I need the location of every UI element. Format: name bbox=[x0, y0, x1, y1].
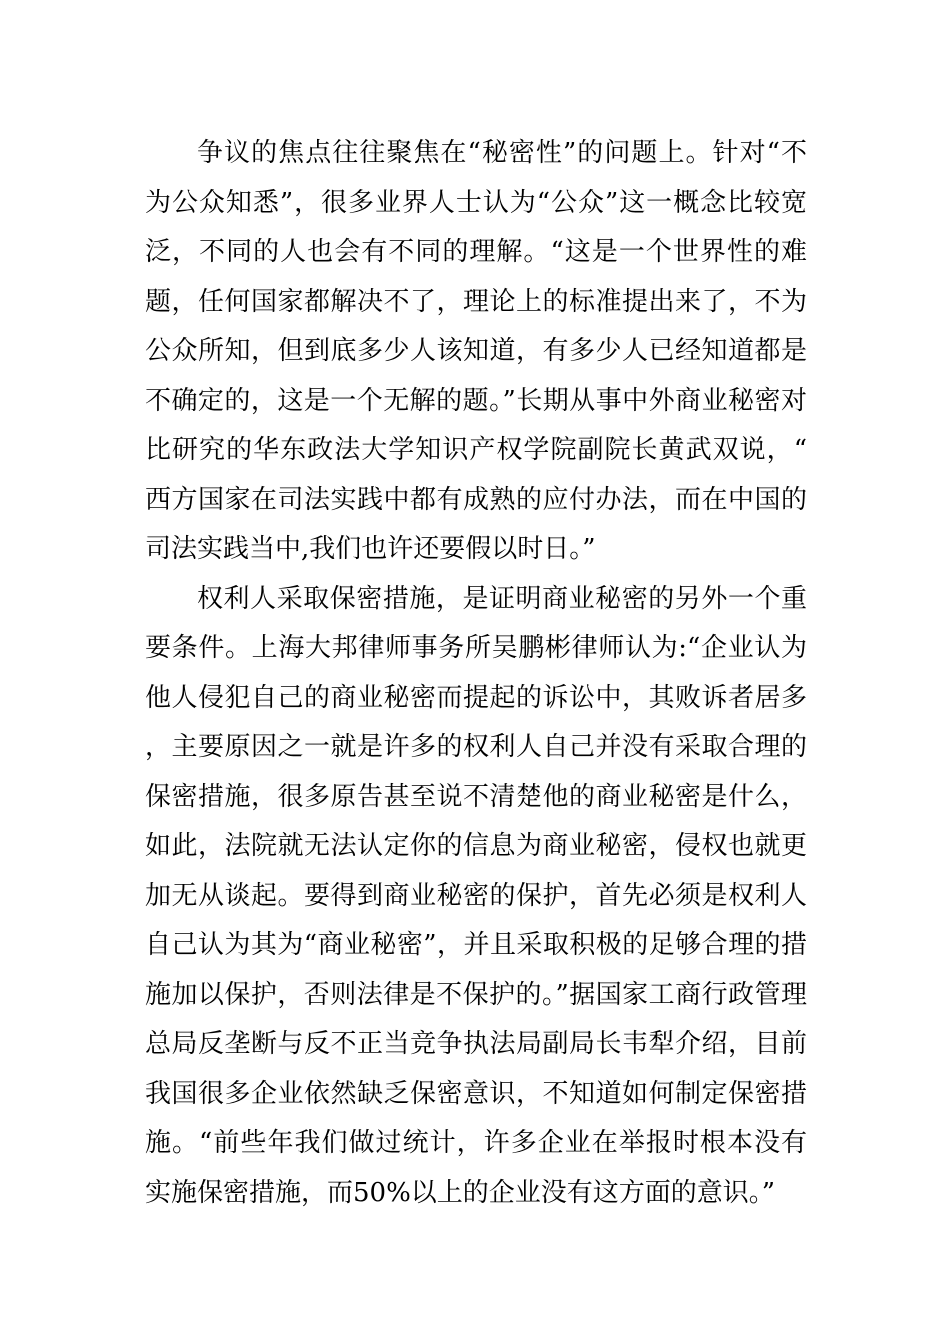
paragraph-trade-secret-confidentiality: 争议的焦点往往聚焦在“秘密性”的问题上。针对“不为公众知悉”，很多业界人士认为“公众”这一概念比较宽泛，不同的人也会有不同的理解。“这是一个世界性的难题，任何国家都解决不了，理论上的标准提出来了，不为公众所知，但到底多少人该知道，有多少人已经知道都是不确定的，这是一个无解的题。”长期从事中外商业秘密对比研究的华东政法大学知识产权学院副院长黄武双说，“西方国家在司法实践中都有成熟的应付办法，而在中国的司法实践当中,我们也许还要假以时日。” bbox=[145, 138, 807, 564]
document-page bbox=[145, 129, 807, 1218]
paragraph-confidentiality-measures: 权利人采取保密措施，是证明商业秘密的另外一个重要条件。上海大邦律师事务所吴鹏彬律师认为:“企业认为他人侵犯自己的商业秘密而提起的诉讼中，其败诉者居多，主要原因之一就是许多的权利人自己并没有采取合理的保密措施，很多原告甚至说不清楚他的商业秘密是什么，如此，法院就无法认定你的信息为商业秘密，侵权也就更加无从谈起。要得到商业秘密的保护，首先必须是权利人自己认为其为“商业秘密”，并且采取积极的足够合理的措施加以保护，否则法律是不保护的。”据国家工商行政管理总局反垄断与反不正当竞争执法局副局长韦犁介绍，目前我国很多企业依然缺乏保密意识，不知道如何制定保密措施。“前些年我们做过统计，许多企业在举报时根本没有实施保密措施，而50%以上的企业没有这方面的意识。” bbox=[145, 583, 807, 1208]
